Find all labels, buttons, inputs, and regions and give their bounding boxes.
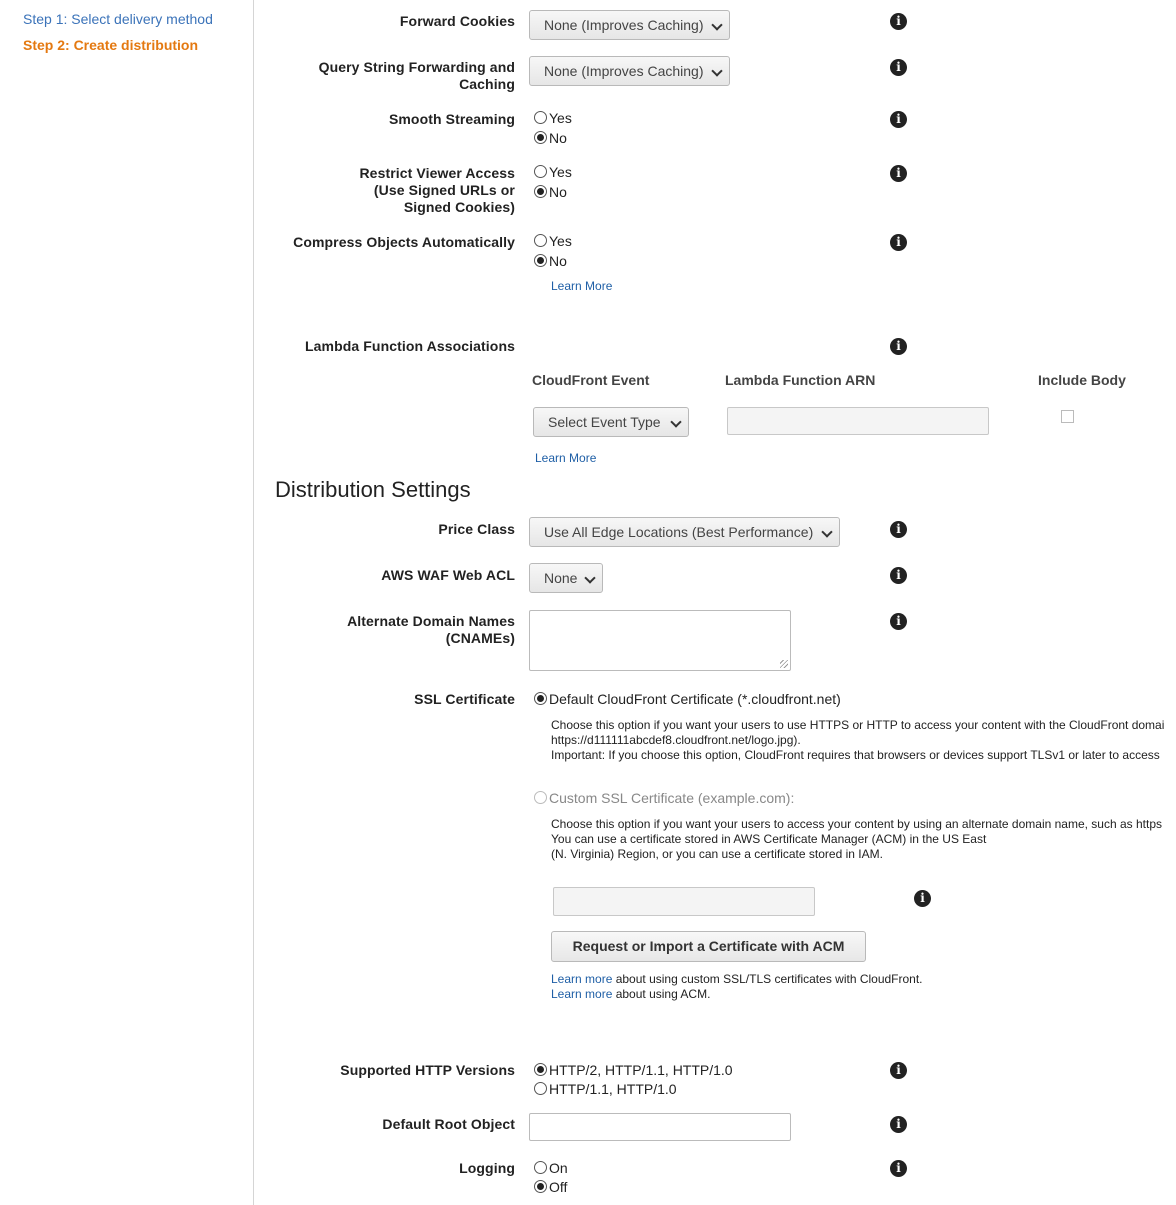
radio-label: Default CloudFront Certificate (*.cloudfront.net) (549, 691, 841, 707)
info-icon[interactable]: i (890, 234, 907, 251)
info-icon[interactable]: i (890, 165, 907, 182)
radio-label: Yes (549, 233, 572, 249)
restrict-viewer-label-line1: Restrict Viewer Access (359, 165, 515, 181)
radio-dot (534, 1063, 547, 1076)
lambda-associations-label: Lambda Function Associations (305, 338, 515, 354)
desc-line: Important: If you choose this option, CloudFront requires that browsers or devices support TLSv1 or later to access (551, 748, 1160, 762)
radio-dot (534, 692, 547, 705)
http-versions-label: Supported HTTP Versions (340, 1062, 515, 1078)
info-icon[interactable]: i (890, 59, 907, 76)
ssl-custom-description (551, 817, 1162, 862)
smooth-streaming-yes-radio[interactable] (534, 109, 572, 127)
info-icon[interactable]: i (890, 13, 907, 30)
ssl-default-radio[interactable] (534, 690, 841, 708)
learn-more-acm-line (551, 987, 710, 1001)
radio-label: Yes (549, 164, 572, 180)
query-string-label (319, 59, 515, 93)
lambda-learn-more-link[interactable]: Learn More (535, 451, 597, 465)
desc-line: Choose this option if you want your users to access your content by using an alternate domain name, such as https (551, 817, 1163, 831)
chevron-down-icon (584, 572, 595, 583)
info-icon[interactable]: i (890, 111, 907, 128)
smooth-streaming-label: Smooth Streaming (388, 111, 515, 127)
radio-label: No (549, 130, 567, 146)
query-string-label-line1: Query String Forwarding and (318, 59, 515, 75)
ssl-certificate-label: SSL Certificate (414, 691, 515, 707)
compress-objects-label: Compress Objects Automatically (293, 234, 515, 250)
info-icon[interactable]: i (890, 338, 907, 355)
desc-line: (N. Virginia) Region, or you can use a certificate stored in IAM. (551, 847, 883, 861)
distribution-settings-title: Distribution Settings (275, 477, 471, 502)
waf-web-acl-select[interactable] (529, 563, 603, 593)
radio-dot (534, 131, 547, 144)
smooth-streaming-no-radio[interactable] (534, 129, 567, 147)
desc-line: You can use a certificate stored in AWS Certificate Manager (ACM) in the US East (551, 832, 987, 846)
learn-more-acm-text: about using ACM. (612, 987, 711, 1001)
compress-learn-more-link[interactable]: Learn More (551, 279, 613, 293)
ssl-default-description (551, 718, 1164, 763)
default-root-object-input[interactable] (529, 1113, 791, 1141)
request-import-acm-button[interactable]: Request or Import a Certificate with ACM (551, 931, 866, 962)
radio-label: HTTP/1.1, HTTP/1.0 (549, 1081, 677, 1097)
lambda-arn-input[interactable] (727, 407, 989, 435)
info-icon[interactable]: i (890, 521, 907, 538)
col-header-lambda-arn: Lambda Function ARN (725, 372, 876, 388)
info-icon[interactable]: i (890, 1062, 907, 1079)
restrict-viewer-label-line3: Signed Cookies) (403, 199, 515, 215)
radio-dot (534, 165, 547, 178)
logging-on-radio[interactable] (534, 1159, 568, 1177)
price-class-label: Price Class (438, 521, 515, 537)
learn-more-ssl-link[interactable]: Learn more (551, 972, 613, 986)
col-header-include-body: Include Body (1038, 372, 1126, 388)
default-root-object-label: Default Root Object (382, 1116, 515, 1132)
compress-yes-radio[interactable] (534, 232, 572, 250)
price-class-value: Use All Edge Locations (Best Performance) (544, 524, 814, 540)
info-icon[interactable]: i (890, 567, 907, 584)
info-icon[interactable]: i (890, 613, 907, 630)
desc-line: Choose this option if you want your users to use HTTPS or HTTP to access your content with the CloudFront domai (551, 718, 1165, 732)
info-icon[interactable]: i (890, 1160, 907, 1177)
col-header-cloudfront-event: CloudFront Event (532, 372, 650, 388)
radio-label: Off (549, 1179, 568, 1195)
radio-label: On (549, 1160, 568, 1176)
waf-web-acl-value: None (544, 570, 578, 586)
learn-more-acm-link[interactable]: Learn more (551, 987, 613, 1001)
restrict-viewer-label (359, 165, 515, 216)
radio-dot (534, 234, 547, 247)
cnames-label-line1: Alternate Domain Names (347, 613, 515, 629)
chevron-down-icon (821, 526, 832, 537)
cnames-label (347, 613, 515, 647)
info-icon[interactable]: i (890, 1116, 907, 1133)
http-versions-opt2-radio[interactable] (534, 1080, 677, 1098)
query-string-value: None (Improves Caching) (544, 63, 704, 79)
custom-certificate-input[interactable] (553, 887, 815, 916)
wizard-sidebar (0, 0, 254, 1205)
radio-dot (534, 1161, 547, 1174)
learn-more-ssl-line (551, 972, 923, 986)
price-class-select[interactable] (529, 517, 840, 547)
logging-label: Logging (459, 1160, 515, 1176)
radio-dot (534, 1082, 547, 1095)
query-string-label-line2: Caching (459, 76, 515, 92)
http-versions-opt1-radio[interactable] (534, 1061, 733, 1079)
learn-more-ssl-text: about using custom SSL/TLS certificates with CloudFront. (612, 972, 923, 986)
radio-label: HTTP/2, HTTP/1.1, HTTP/1.0 (549, 1062, 733, 1078)
radio-label: Yes (549, 110, 572, 126)
cloudfront-event-select[interactable] (533, 407, 689, 437)
logging-off-radio[interactable] (534, 1178, 567, 1196)
radio-dot (534, 185, 547, 198)
desc-line: https://d111111abcdef8.cloudfront.net/logo.jpg). (551, 733, 801, 747)
include-body-checkbox[interactable] (1061, 410, 1074, 423)
cnames-label-line2: (CNAMEs) (445, 630, 515, 646)
forward-cookies-label: Forward Cookies (399, 13, 515, 29)
radio-dot (534, 1180, 547, 1193)
waf-web-acl-label: AWS WAF Web ACL (381, 567, 515, 583)
restrict-viewer-no-radio[interactable] (534, 183, 567, 201)
chevron-down-icon (670, 416, 681, 427)
restrict-viewer-label-line2: (Use Signed URLs or (373, 182, 515, 198)
chevron-down-icon (711, 65, 722, 76)
cloudfront-event-value: Select Event Type (548, 414, 661, 430)
radio-dot (534, 791, 547, 804)
sidebar-step-1[interactable]: Step 1: Select delivery method (23, 11, 213, 27)
restrict-viewer-yes-radio[interactable] (534, 163, 572, 181)
info-icon[interactable]: i (914, 890, 931, 907)
forward-cookies-select[interactable] (529, 10, 730, 40)
radio-label: No (549, 184, 567, 200)
sidebar-step-2: Step 2: Create distribution (23, 37, 199, 53)
radio-label: No (549, 253, 567, 269)
chevron-down-icon (711, 19, 722, 30)
query-string-select[interactable] (529, 56, 730, 86)
radio-dot (534, 254, 547, 267)
cnames-textarea[interactable] (529, 610, 791, 671)
radio-dot (534, 111, 547, 124)
radio-label: Custom SSL Certificate (example.com): (549, 790, 795, 806)
compress-no-radio[interactable] (534, 252, 567, 270)
resize-handle-icon[interactable] (780, 660, 788, 668)
ssl-custom-radio[interactable] (534, 789, 794, 807)
forward-cookies-value: None (Improves Caching) (544, 17, 704, 33)
